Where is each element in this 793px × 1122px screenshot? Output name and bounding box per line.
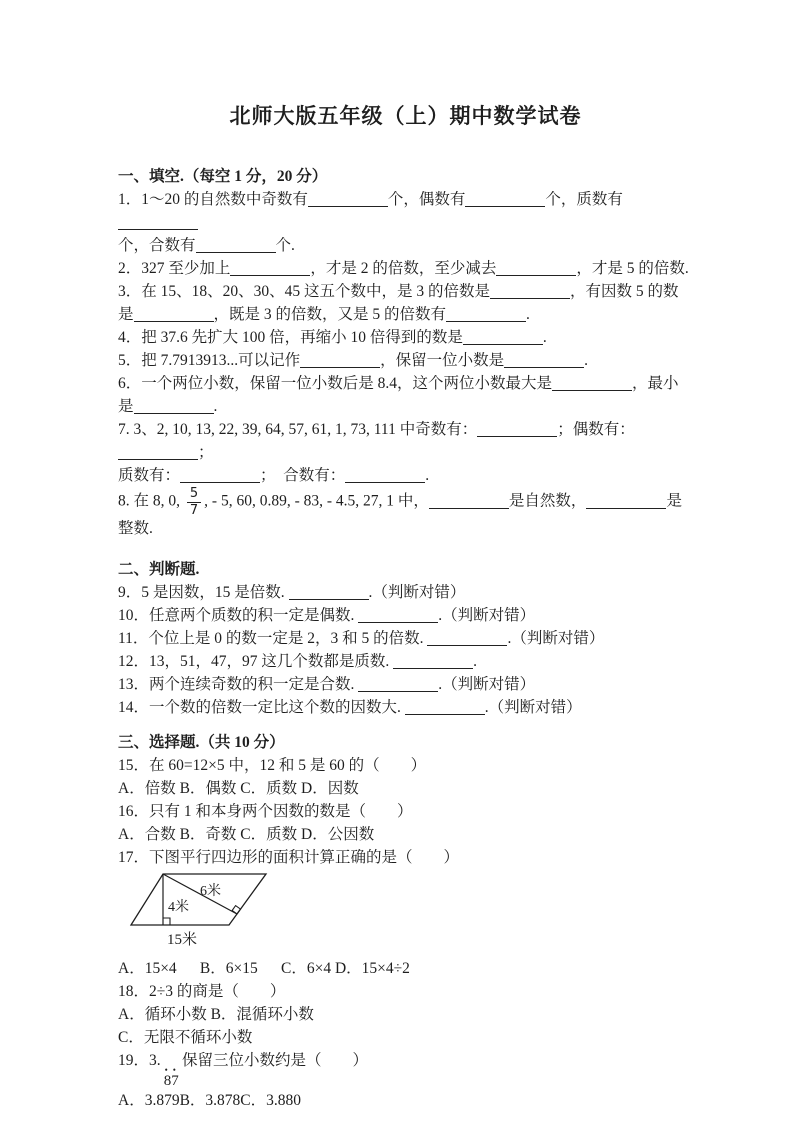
exam-line: 6．一个两位小数，保留一位小数后是 8.4，这个两位小数最大是 ，最小 [118, 375, 679, 392]
answer-blank[interactable] [477, 424, 557, 437]
section-heading: 三、选择题.（共 10 分） [118, 734, 285, 752]
section-heading: 一、填空.（每空 1 分，20 分） [118, 168, 328, 185]
exam-line: 9．5 是因数，15 是倍数. .（判断对错） [118, 584, 466, 602]
exam-line: 13．两个连续奇数的积一定是合数. .（判断对错） [118, 676, 536, 694]
exam-line: 14．一个数的倍数一定比这个数的因数大. .（判断对错） [118, 699, 582, 717]
exam-line: 整数. [118, 520, 153, 538]
answer-blank[interactable] [465, 194, 545, 207]
answer-blank[interactable] [393, 656, 473, 669]
right-angle-mark-base [163, 918, 170, 925]
answer-blank[interactable] [446, 309, 526, 322]
exam-line: 10．任意两个质数的积一定是偶数. .（判断对错） [118, 607, 536, 625]
exam-line: A．循环小数 B．混循环小数 [118, 1006, 314, 1024]
answer-blank[interactable] [552, 378, 632, 391]
exam-line: 是 . [118, 398, 218, 415]
answer-blank[interactable] [586, 496, 666, 509]
answer-blank[interactable] [358, 610, 438, 623]
exam-line: 是 ，既是 3 的倍数，又是 5 的倍数有 . [118, 306, 530, 323]
exam-line: 质数有： ； 合数有： . [118, 467, 430, 484]
parallelogram-figure [124, 871, 693, 955]
exam-line: A．3.879B．3.878C．3.880 [118, 1092, 301, 1110]
answer-blank[interactable] [345, 470, 425, 483]
exam-line: 3．在 15、18、20、30、45 这五个数中，是 3 的倍数是 ，有因数 5 的数 [118, 283, 679, 300]
answer-blank[interactable] [490, 286, 570, 299]
exam-line: A．倍数 B．偶数 C．质数 D．因数 [118, 780, 359, 798]
label-diagonal: 6米 [200, 884, 221, 900]
exam-line: 18．2÷3 的商是（ ） [118, 983, 286, 1001]
parallelogram-outline [131, 874, 266, 925]
page-title: 北师大版五年级（上）期中数学试卷 [229, 104, 582, 128]
label-base: 15米 [167, 932, 198, 949]
answer-blank[interactable] [118, 447, 198, 460]
exam-line: 8. 在 8, 0, $\frac{5}{7}$ , - 5, 60, 0.89, - 83, - 4.5, 27, 1 中， 是自然数， 是 [118, 486, 682, 518]
answer-blank[interactable] [504, 355, 584, 368]
fraction: $\frac{5}{7}$ [187, 487, 201, 517]
repeating-decimal: •• 87 [163, 1065, 181, 1090]
answer-blank[interactable] [230, 263, 310, 276]
exam-line: 2．327 至少加上 ，才是 2 的倍数，至少减去 ，才是 5 的倍数. [118, 260, 689, 277]
section-heading: 二、判断题. [118, 561, 200, 579]
exam-line: 16．只有 1 和本身两个因数的数是（ ） [118, 803, 413, 821]
answer-blank[interactable] [196, 240, 276, 253]
answer-blank[interactable] [118, 217, 198, 230]
answer-blank[interactable] [289, 587, 369, 600]
exam-line: 17．下图平行四边形的面积计算正确的是（ ） [118, 849, 460, 867]
parallelogram-svg [124, 871, 314, 955]
exam-line: A．合数 B．奇数 C．质数 D．公因数 [118, 826, 375, 844]
exam-section-2 [118, 558, 693, 719]
answer-blank[interactable] [427, 633, 507, 646]
exam-line: 11．个位上是 0 的数一定是 2，3 和 5 的倍数. .（判断对错） [118, 630, 605, 648]
exam-body [118, 165, 693, 1112]
exam-line: 7. 3、2, 10, 13, 22, 39, 64, 57, 61, 1, 73, 111 中奇数有： ；偶数有：； [118, 421, 635, 461]
exam-line: 4．把 37.6 先扩大 100 倍，再缩小 10 倍得到的数是 . [118, 329, 547, 346]
label-height: 4米 [168, 900, 189, 916]
answer-blank[interactable] [308, 194, 388, 207]
exam-section-3 [118, 731, 693, 1112]
answer-blank[interactable] [358, 679, 438, 692]
answer-blank[interactable] [496, 263, 576, 276]
exam-line: 1．1～20 的自然数中奇数有 个，偶数有 个，质数有 [118, 188, 693, 234]
exam-line: C．无限不循环小数 [118, 1029, 253, 1047]
repeating-decimal-prefix: 3. [149, 1052, 161, 1070]
exam-line: 15．在 60=12×5 中，12 和 5 是 60 的（ ） [118, 757, 427, 775]
exam-line: 19．3. •• 87 保留三位小数约是（ ） [118, 1052, 368, 1090]
answer-blank[interactable] [300, 355, 380, 368]
answer-blank[interactable] [134, 309, 214, 322]
exam-line: 5．把 7.7913913...可以记作 ，保留一位小数是 . [118, 352, 589, 369]
exam-section-1 [118, 165, 693, 540]
answer-blank[interactable] [134, 401, 214, 414]
answer-blank[interactable] [429, 496, 509, 509]
exam-line: A．15×4 B．6×15 C．6×4 D．15×4÷2 [118, 960, 410, 978]
answer-blank[interactable] [405, 702, 485, 715]
answer-blank[interactable] [463, 332, 543, 345]
exam-line: 个，合数有 个. [118, 237, 295, 254]
answer-blank[interactable] [180, 470, 260, 483]
exam-line: 12．13，51，47，97 这几个数都是质数. . [118, 653, 478, 671]
